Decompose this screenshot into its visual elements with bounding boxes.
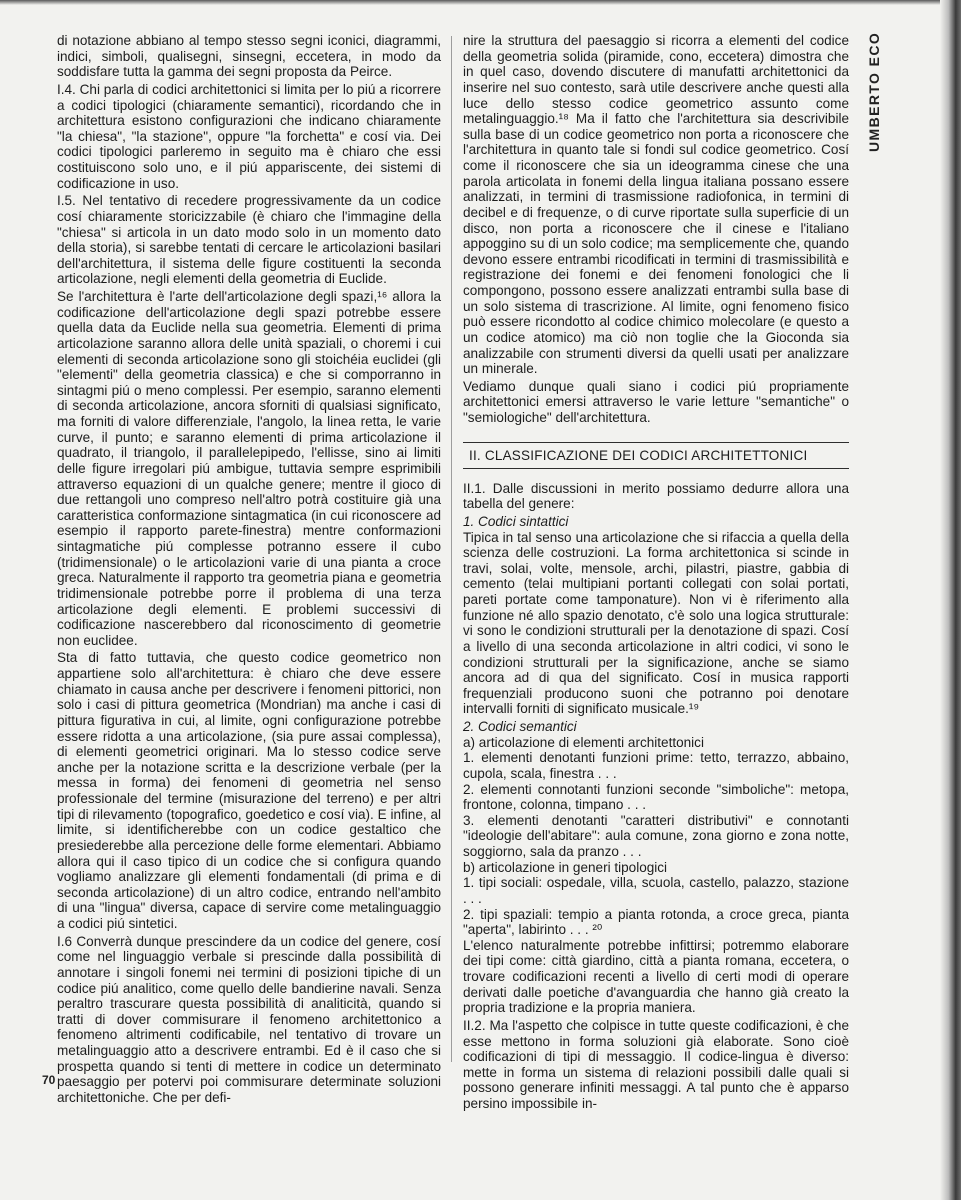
body-paragraph: Sta di fatto tuttavia, che questo codice geometrico non appartiene solo all'architettura: è chiaro che deve essere chiamato in causa anche per descrivere i fenomeni pittorici, non solo i casi di pittura geometrica (Mondrian) ma anche i casi di pittura figurativa in cui, al limite, ogni configurazione potrebbe essere ridotta a una articolazione, (sia pure assai complessa), di elementi geometrici originari. Ma lo stesso codice serve anche per la notazione scritta e la descrizione verbale (per la messa in forma) dei fenomeni di geometria nel senso professionale del termine (misurazione del terreno) e per altri tipi di rilevamento (topografico, goedetico e cosí via). E infine, al limite, si identificherebbe con un codice gestaltico che presiederebbe alla percezione delle forme elementari. Abbiamo allora qui il caso tipico di un codice che si configura quando vogliamo analizzare gli elementi fondamentali (di prima e di seconda articolazione) di un altro codice, entrando nell'ambito di una "lingua" diversa, capace di servire come metalinguaggio a codici piú sintetici. [57,650,441,931]
list-item: a) articolazione di elementi architettonici [463,734,704,750]
subsection-heading: 2. Codici semantici [463,719,577,734]
section-heading: II. CLASSIFICAZIONE DEI CODICI ARCHITETTONICI [463,442,849,469]
body-paragraph: L'elenco naturalmente potrebbe infittirsi; potremmo elaborare dei tipi come: città giardino, città a pianta romana, eccetera, o trovare codificazioni recenti a livello di certi modi di operare derivati dalle poetiche d'avanguardia che hanno già creato la propria tradizione e la propria maniera. [463,937,849,1016]
body-paragraph: I.6 Converrà dunque prescindere da un codice del genere, cosí come nel linguaggio verbale si prescinde dalla possibilità di annotare i singoli fonemi nei termini di posizioni tipiche di un codice piú analitico, come quello delle bandierine navali. Senza peraltro trascurare questa possibilità di analiticità, quando si tratti di dover commisurare il fenomeno architettonico a fenomeno altrimenti codificabile, nel tentativo di trovare un metalinguaggio atto a descrivere entrambi. Ed è il caso che si prospetta quando si tenti di mettere in codice un determinato paesaggio per potervi poi commisurare determinate soluzioni architettoniche. Che per defi- [57,933,441,1105]
page-top-edge [0,0,961,5]
page-binding-shadow [940,0,961,1200]
list-item: 3. elementi denotanti "caratteri distributivi" e connotanti "ideologie dell'abitare": aula comune, zona giorno e zona notte, soggiorno, sala da pranzo . . . [463,812,849,859]
body-paragraph: di notazione abbiano al tempo stesso segni iconici, diagrammi, indici, simboli, qualisegni, sinsegni, eccetera, in modo da soddisfare tutta la gamma dei segni proposta da Peirce. [57,33,441,80]
left-column [57,33,441,1105]
list-item: 2. elementi connotanti funzioni seconde "simboliche": metopa, frontone, colonna, timpano . . . [463,781,849,813]
subsection-heading: 1. Codici sintattici [463,513,569,529]
body-paragraph: nire la struttura del paesaggio si ricorra a elementi del codice della geometria solida (piramide, cono, eccetera) dimostra che in quel caso, dovendo discutere di manufatti architettonici da inserire nel suo contesto, sarà utile descrivere anche questi alla luce dello stesso codice geometrico assunto come metalinguaggio.¹⁸ Ma il fatto che l'architettura sia descrivibile sulla base di un codice geometrico non porta a riconoscere che l'architettura in quanto tale si fondi sul codice geometrico. Cosí come il riconoscere che sia un ideogramma cinese che una parola articolata in fonemi della lingua italiana possano essere analizzati, in termini di trasmissione radiofonica, in termini di decibel e di frequenze, o di curve riportate sulla superficie di un disco, non porta a riconoscere che il cinese e l'italiano appoggino su di un solo codice; ma semplicemente che, quando devono essere entrambi ricodificati in termini di trasmissibilità e registrazione dei fonemi e dei fenomeni fonologici che li compongono, possono essere analizzati entrambi sulla base di un solo sistema di trascrizione. Al limite, ogni fenomeno fisico può essere ricondotto al codice chimico molecolare (e questo a un codice atomico) ma ciò non toglie che la Gioconda sia analizzabile con strumenti diversi da quelli usati per analizzare un minerale. [463,33,849,377]
list-item: 1. elementi denotanti funzioni prime: tetto, terrazzo, abbaino, cupola, scala, finestra . . . [463,750,849,781]
column-divider [451,36,452,1062]
body-paragraph: I.5. Nel tentativo di recedere progressivamente da un codice cosí chiaramente storicizzabile (è chiaro che l'immagine della "chiesa" si articola in un dato modo solo in un momento dato della storia), si sarebbe tentati di cercare le articolazioni basilari dell'architettura, il sistema delle figure costituenti la seconda articolazione, negli elementi della geometria di Euclide. [57,193,441,287]
right-column [463,33,849,1111]
list-item: 2. tipi spaziali: tempio a pianta rotonda, a croce greca, pianta "aperta", labirinto . . . ²⁰ [463,906,849,938]
page-number: 70 [42,1073,56,1087]
list-item: b) articolazione in generi tipologici [463,859,668,875]
running-header-author: UMBERTO ECO [866,31,882,152]
body-paragraph: I.4. Chi parla di codici architettonici si limita per lo piú a ricorrere a codici tipologici (chiaramente semantici), ricordando che in architettura esistono configurazioni che indicano chiaramente "la chiesa", "la stazione", oppure "la forchetta" e cosí via. Dei codici tipologici parleremo in seguito ma è chiaro che essi costituiscono solo uno, e il piú appariscente, dei sistemi di codificazione in uso. [57,81,441,191]
body-paragraph: Vediamo dunque quali siano i codici piú propriamente architettonici emersi attraverso le varie letture "semantiche" o "semiologiche" dell'architettura. [463,378,849,425]
body-paragraph: Tipica in tal senso una articolazione che si rifaccia a quella della scienza delle costruzioni. La forma architettonica si scinde in travi, solai, volte, mensole, archi, pilastri, piastre, gabbia di cemento (telai multipiani portanti collegati con solai portati, pareti portate come tamponature). Non vi è riferimento alla funzione né allo spazio denotato, c'è solo una logica strutturale: vi sono le condizioni strutturali per la denotazione di spazi. Cosí a livello di una seconda articolazione in altri codici, vi sono le condizioni strutturali per la significazione, anche se siamo ancora ad di qua del significato. Cosí in musica rapporti frequenziali producono suoni che potranno poi denotare intervalli forniti di significato musicale.¹⁹ [463,529,849,717]
body-paragraph: II.1. Dalle discussioni in merito possiamo dedurre allora una tabella del genere: [463,480,849,512]
list-item: 1. tipi sociali: ospedale, villa, scuola, castello, palazzo, stazione . . . [463,875,849,906]
body-paragraph: II.2. Ma l'aspetto che colpisce in tutte queste codificazioni, è che esse mettono in forma soluzioni già elaborate. Sono cioè codificazioni di tipi di messaggio. Il codice-lingua è diverso: mette in forma un sistema di relazioni possibili dalle quali si possono generare infiniti messaggi. A tal punto che è apparso persino impossibile in- [463,1017,849,1111]
body-paragraph: Se l'architettura è l'arte dell'articolazione degli spazi,¹⁶ allora la codificazione dell'articolazione degli spazi potrebbe essere quella data da Euclide nella sua geometria. Elementi di prima articolazione saranno allora delle unità spaziali, o choremi i cui elementi di seconda articolazione sono gli stoichéia euclidei (gli "elementi" della geometria classica) e che si comporranno in sintagmi piú o meno complessi. Per esempio, saranno elementi di seconda articolazione, ancora sforniti di qualsiasi significato, ma forniti di valore differenziale, l'angolo, la linea retta, le varie curve, il punto; e saranno elementi di prima articolazione il quadrato, il triangolo, il parallelepipedo, l'ellisse, sino ai limiti delle figure irregolari piú ambigue, tuttavia sempre esprimibili attraverso equazioni di un qualche genere; mentre il gioco di due rettangoli uno compreso nell'altro potrà costituire già una caratteristica conformazione sintagmatica (in cui riconoscere ad esempio il rapporto parete-finestra) mentre conformazioni sintagmatiche piú complesse potranno essere il cubo (tridimensionale) o le articolazioni varie di una pianta a croce greca. Naturalmente il rapporto tra geometria piana e geometria tridimensionale potrebbe porre il problema di una terza articolazione degli elementi. E problemi successivi di codificazione nascerebbero dal riconoscimento di geometrie non euclidee. [57,289,441,648]
